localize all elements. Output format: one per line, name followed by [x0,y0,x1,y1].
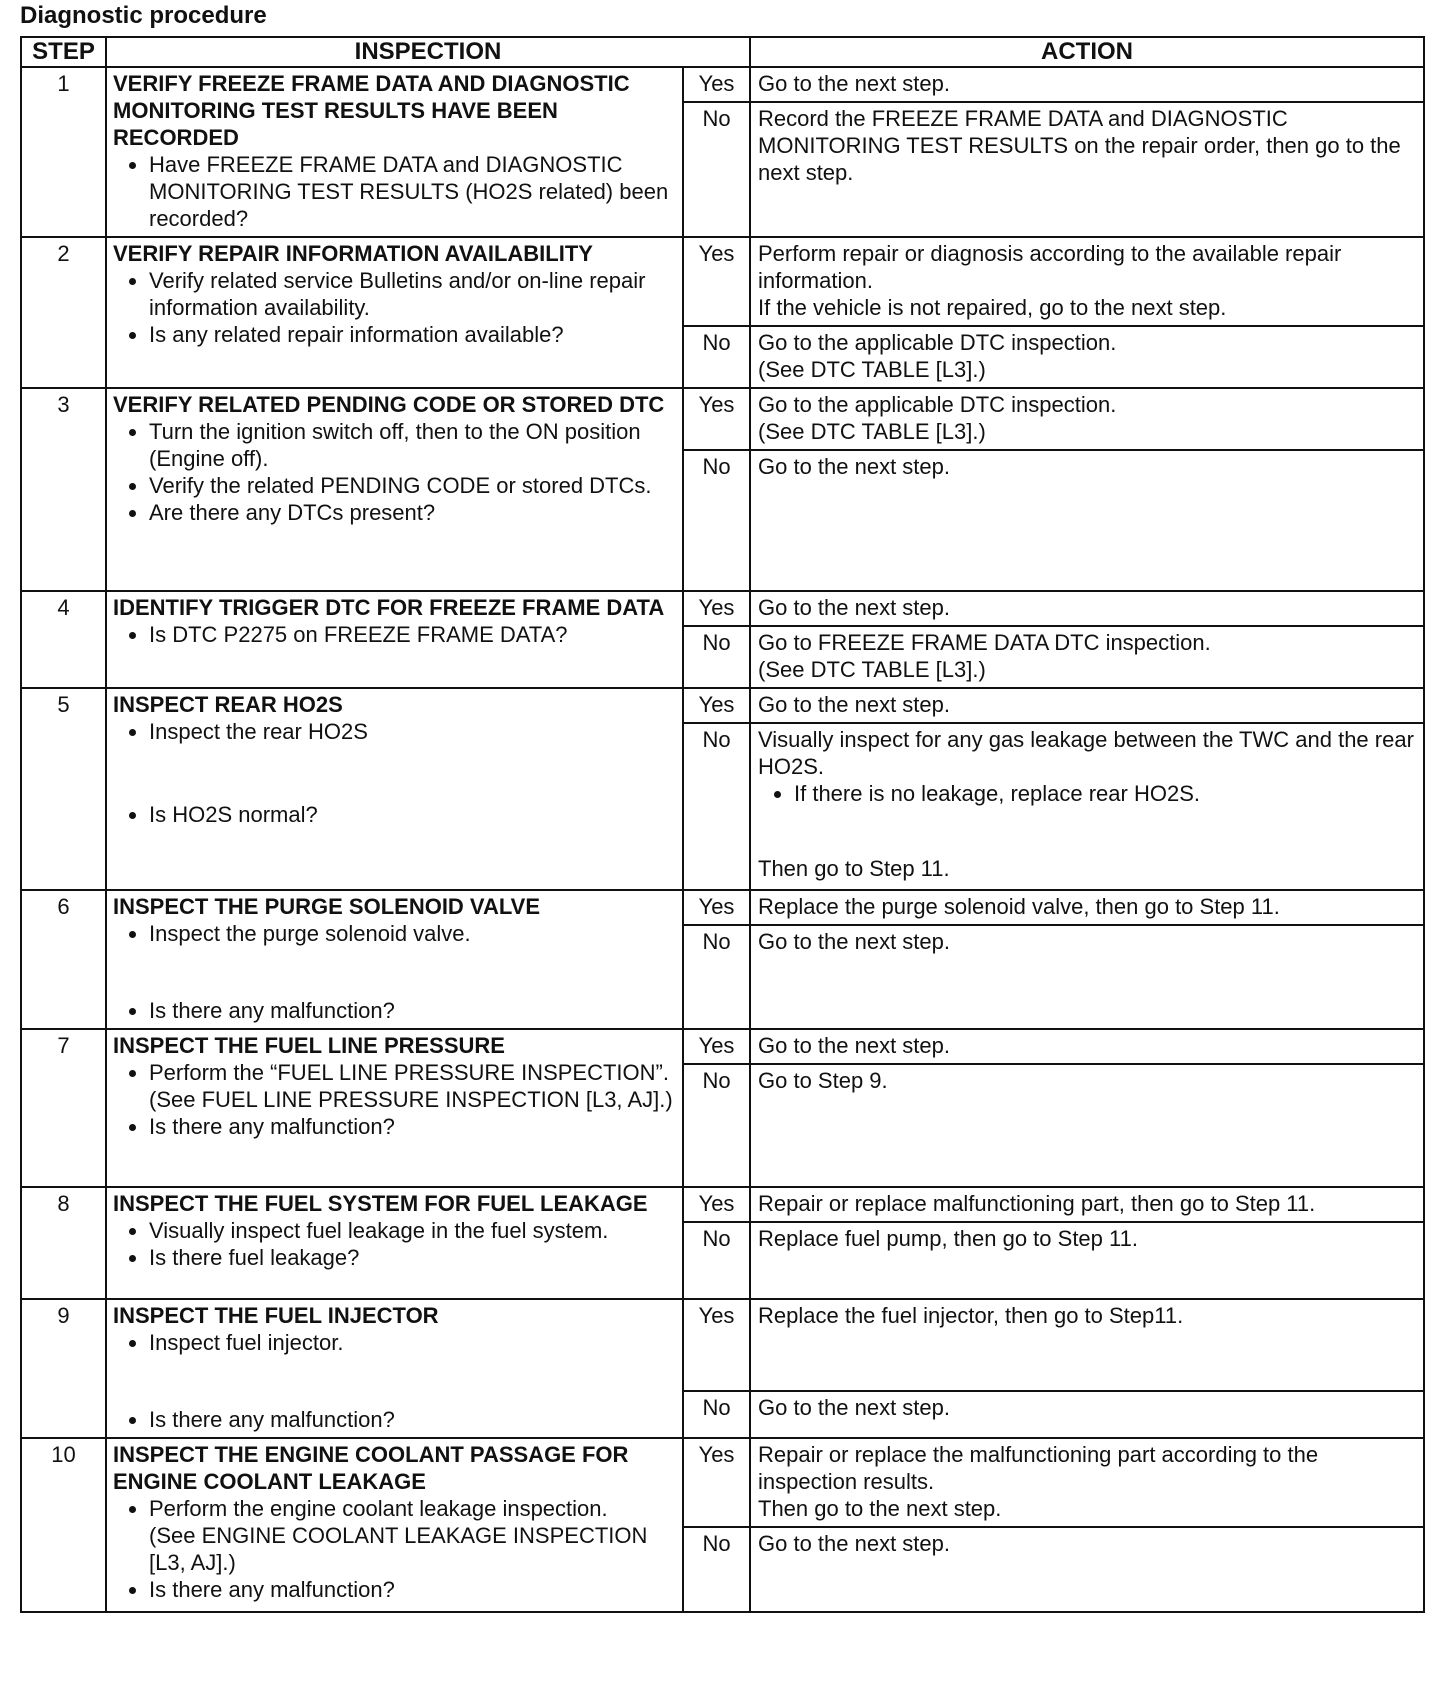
no-label: No [683,450,750,591]
inspection-title: IDENTIFY TRIGGER DTC FOR FREEZE FRAME DATA [113,595,665,620]
yes-label: Yes [683,890,750,925]
no-label: No [683,723,750,890]
no-label: No [683,102,750,237]
inspection-bullet: • Turn the ignition switch off, then to the ON position (Engine off). [149,418,676,472]
table-row [21,67,1424,102]
inspection-title: VERIFY FREEZE FRAME DATA AND DIAGNOSTIC MONITORING TEST RESULTS HAVE BEEN RECORDED [113,71,630,150]
inspection-title: INSPECT THE FUEL SYSTEM FOR FUEL LEAKAGE [113,1191,648,1216]
header-action: ACTION [750,37,1424,67]
inspection-cell [106,1438,683,1612]
yes-action: Go to the applicable DTC inspection. (See DTC TABLE [L3].) [750,388,1424,450]
yes-label: Yes [683,388,750,450]
no-label: No [683,626,750,688]
inspection-cell [106,688,683,890]
yes-action: Replace the fuel injector, then go to Step11. [750,1299,1424,1391]
header-step: STEP [21,37,106,67]
table-row [21,890,1424,925]
inspection-title: VERIFY RELATED PENDING CODE OR STORED DTC [113,392,665,417]
inspection-cell [106,67,683,237]
yes-label: Yes [683,1438,750,1527]
no-action: Go to FREEZE FRAME DATA DTC inspection. (See DTC TABLE [L3].) [750,626,1424,688]
no-label: No [683,1222,750,1299]
no-label: No [683,1064,750,1187]
no-action: Visually inspect for any gas leakage between the TWC and the rear HO2S. [758,727,1414,779]
inspection-bullet: • Visually inspect fuel leakage in the fuel system. [149,1217,676,1244]
table-row [21,1299,1424,1391]
no-action: Go to the applicable DTC inspection. (See DTC TABLE [L3].) [750,326,1424,388]
no-action-cell [750,723,1424,890]
step-number: 5 [21,688,106,890]
yes-action: Replace the purge solenoid valve, then go to Step 11. [750,890,1424,925]
inspection-title: INSPECT THE ENGINE COOLANT PASSAGE FOR ENGINE COOLANT LEAKAGE [113,1442,629,1494]
step-number: 3 [21,388,106,591]
inspection-cell [106,1029,683,1187]
inspection-bullet: • Have FREEZE FRAME DATA and DIAGNOSTIC MONITORING TEST RESULTS (HO2S related) been recorded? [149,151,676,232]
inspection-cell [106,1299,683,1438]
inspection-bullet: • Are there any DTCs present? [149,499,676,526]
step-number: 2 [21,237,106,388]
inspection-title: INSPECT THE FUEL LINE PRESSURE [113,1033,505,1058]
inspection-bullet: • Inspect the purge solenoid valve. [149,920,676,947]
inspection-bullet: • Is there any malfunction? [149,1576,676,1603]
no-label: No [683,1391,750,1438]
header-row [21,37,1424,67]
inspection-title: INSPECT THE PURGE SOLENOID VALVE [113,894,541,919]
inspection-bullet: • Inspect fuel injector. [149,1329,676,1356]
no-action: Go to the next step. [750,1527,1424,1612]
inspection-bullet: • Is HO2S normal? [149,801,676,828]
no-label: No [683,1527,750,1612]
yes-action: Go to the next step. [750,688,1424,723]
table-row [21,1187,1424,1222]
no-action: Go to the next step. [750,450,1424,591]
inspection-cell [106,1187,683,1299]
yes-action: Go to the next step. [750,1029,1424,1064]
yes-label: Yes [683,591,750,626]
yes-action: Perform repair or diagnosis according to the available repair information. If the vehicle is not repaired, go to the next step. [750,237,1424,326]
step-number: 9 [21,1299,106,1438]
inspection-bullet: • Is there any malfunction? [149,1406,676,1433]
table-row [21,1438,1424,1527]
inspection-cell [106,890,683,1029]
step-number: 7 [21,1029,106,1187]
table-row [21,591,1424,626]
inspection-bullet: • Is there any malfunction? [149,997,676,1024]
action-bullet: • If there is no leakage, replace rear HO2S. [794,780,1417,807]
inspection-cell [106,591,683,688]
no-action: Go to the next step. [750,925,1424,1029]
yes-label: Yes [683,237,750,326]
yes-label: Yes [683,67,750,102]
step-number: 6 [21,890,106,1029]
inspection-title: VERIFY REPAIR INFORMATION AVAILABILITY [113,241,593,266]
no-action: Go to Step 9. [750,1064,1424,1187]
table-row [21,388,1424,450]
step-number: 4 [21,591,106,688]
inspection-title: INSPECT THE FUEL INJECTOR [113,1303,439,1328]
inspection-bullet: • Verify related service Bulletins and/or on-line repair information availability. [149,267,676,321]
header-inspection: INSPECTION [106,37,750,67]
inspection-bullet: • Is any related repair information available? [149,321,676,348]
no-action: Record the FREEZE FRAME DATA and DIAGNOSTIC MONITORING TEST RESULTS on the repair order, then go to the next step. [750,102,1424,237]
inspection-bullet: • Is DTC P2275 on FREEZE FRAME DATA? [149,621,676,648]
yes-label: Yes [683,1029,750,1064]
step-number: 1 [21,67,106,237]
table-row [21,237,1424,326]
no-action: Replace fuel pump, then go to Step 11. [750,1222,1424,1299]
inspection-cell [106,237,683,388]
inspection-bullet: • Is there fuel leakage? [149,1244,676,1271]
inspection-bullet: • Perform the engine coolant leakage inspection. (See ENGINE COOLANT LEAKAGE INSPECTION [L3, AJ].) [149,1495,676,1576]
no-label: No [683,925,750,1029]
inspection-bullet: • Inspect the rear HO2S [149,718,676,745]
step-number: 10 [21,1438,106,1612]
yes-label: Yes [683,1187,750,1222]
yes-action: Repair or replace malfunctioning part, then go to Step 11. [750,1187,1424,1222]
inspection-bullet: • Verify the related PENDING CODE or stored DTCs. [149,472,676,499]
yes-action: Go to the next step. [750,67,1424,102]
yes-label: Yes [683,1299,750,1391]
yes-action: Go to the next step. [750,591,1424,626]
diagnostic-table [20,36,1425,1613]
yes-action: Repair or replace the malfunctioning part according to the inspection results. Then go to the next step. [750,1438,1424,1527]
inspection-bullet: • Is there any malfunction? [149,1113,676,1140]
yes-label: Yes [683,688,750,723]
no-label: No [683,326,750,388]
inspection-bullet: • Perform the “FUEL LINE PRESSURE INSPECTION”. (See FUEL LINE PRESSURE INSPECTION [L3, AJ].) [149,1059,676,1113]
table-row [21,1029,1424,1064]
no-action: Go to the next step. [750,1391,1424,1438]
page-title: Diagnostic procedure [20,2,267,29]
table-row [21,688,1424,723]
inspection-cell [106,388,683,591]
no-action-followup: Then go to Step 11. [758,856,950,881]
inspection-title: INSPECT REAR HO2S [113,692,343,717]
step-number: 8 [21,1187,106,1299]
